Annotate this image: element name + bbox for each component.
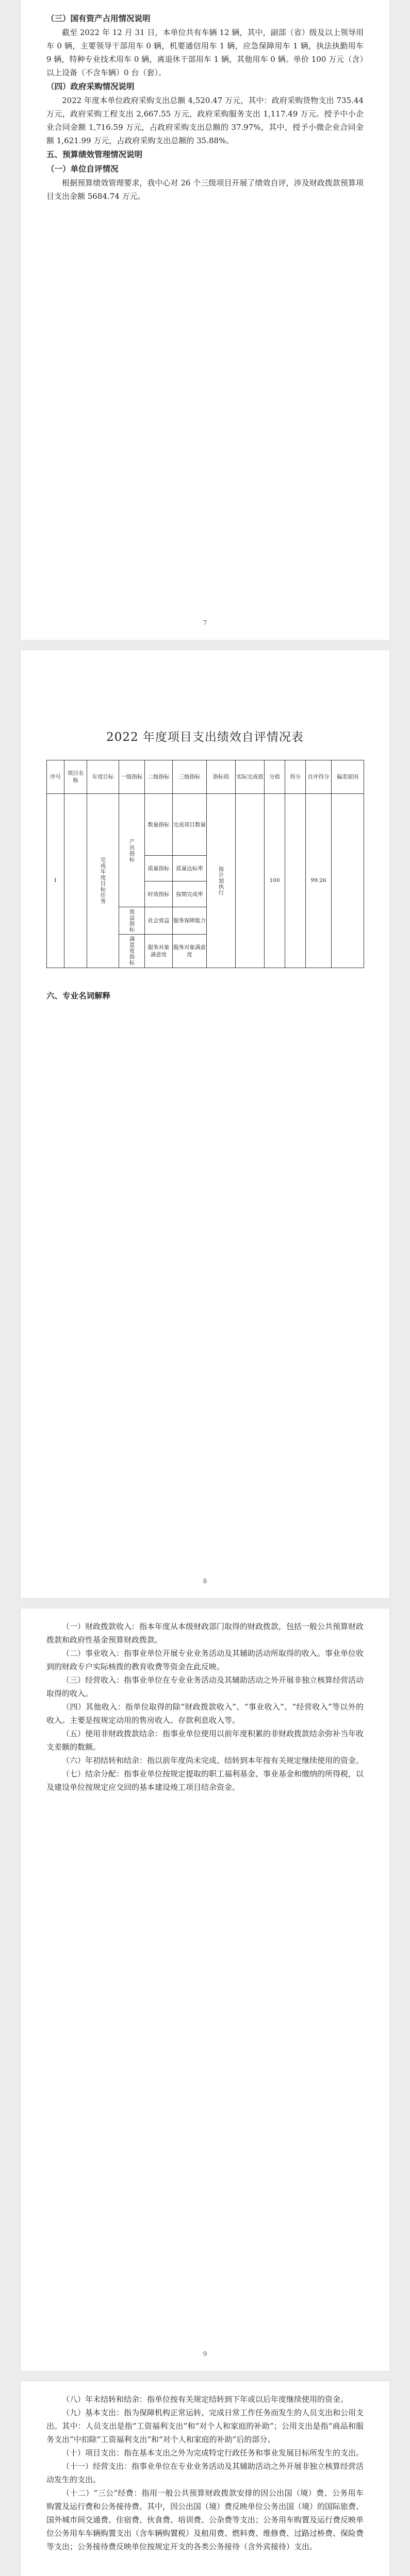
document-page-1: [21, 0, 389, 640]
header-cell: 实际完成值: [236, 760, 265, 794]
section-heading-assets: （三）国有资产占用情况说明: [46, 13, 151, 23]
row-index: 1: [47, 794, 64, 968]
level1-indicator: 效益指标: [119, 907, 145, 935]
header-cell: 自评得分: [306, 760, 332, 794]
table-row: [47, 794, 364, 856]
project-name-cell: [64, 794, 87, 968]
header-cell: 偏差原因: [332, 760, 364, 794]
document-page-3: [21, 1608, 389, 2371]
level3-indicator: 完成项目数量: [173, 794, 207, 856]
deviation-reason-cell: [332, 794, 364, 968]
level2-indicator: 质量指标: [145, 856, 173, 882]
level3-indicator: 按期完成率: [173, 882, 207, 907]
header-cell: 二级指标: [145, 760, 173, 794]
header-cell: 一级指标: [119, 760, 145, 794]
glossary-paragraph: （十一）经营支出：指事业单位在专业业务活动及其辅助活动之外开展非独立核算经营活动发生的支出。: [46, 2462, 364, 2484]
score-cell: [285, 794, 306, 968]
document-page-4: [21, 2381, 389, 2576]
glossary-paragraph: （四）其他收入：指单位取得的除“财政拨款收入”、“事业收入”、“经营收入”等以外的收入。主要是按规定动用的售房收入、存款利息收入等。: [46, 1702, 364, 1725]
glossary-paragraph: （十）项目支出：指在基本支出之外为完成特定行政任务和事业发展目标所发生的支出。: [62, 2448, 364, 2458]
target-value-cell: 按计划执行: [207, 794, 236, 968]
page-content: [21, 1608, 389, 1794]
level1-indicator: 产出指标: [119, 794, 145, 907]
document-page-2: [21, 650, 389, 1598]
annual-goal-cell: 完成年度目标任务: [87, 794, 119, 968]
weight-cell: 100: [265, 794, 285, 968]
level3-indicator: 服务对象满意度: [173, 935, 207, 968]
glossary-paragraph: （八）年末结转和结余：指单位按有关规定结转到下年或以后年度继续使用的资金。: [62, 2395, 349, 2404]
glossary-paragraph: （九）基本支出：指为保障机构正常运转、完成日常工作任务而发生的人员支出和公用支出。其中：人员支出是指“工资福利支出”和“对个人和家庭的补助”；公用支出是指“商品和服务支出”中扣除“工资福利支出”和“对个人和家庭的补助”后的部分。: [46, 2408, 364, 2444]
header-cell: 年度目标: [87, 760, 119, 794]
page-number: 7: [203, 619, 207, 626]
page-content: [21, 0, 389, 203]
glossary-paragraph: （十二）“三公”经费：指用一般公共预算财政拨款安排的因公出国（境）费、公务用车购置及运行费和公务接待费。其中，因公出国（境）费反映单位公务出国（境）的国际旅费、国外城市间交通费、住宿费、伙食费、培训费、公杂费等支出；公务用车购置及运行费反映单位公务用车车辆购置支出（含车辆购置税）及租用费、燃料费、维修费、过路过桥费、保险费等支出；公务接待费反映单位按规定开支的各类公务接待（含外宾接待）支出。: [46, 2488, 364, 2551]
glossary-paragraph: （七）结余分配：指事业单位按规定提取的职工福利基金、事业基金和缴纳的所得税，以及建设单位按规定应交回的基本建设竣工项目结余资金。: [46, 1769, 364, 1792]
subsection-heading-self-eval: （一）单位自评情况: [46, 164, 119, 174]
header-cell: 指标值: [207, 760, 236, 794]
header-cell: 分值: [265, 760, 285, 794]
glossary-paragraph: （三）经营收入：指事业单位在专业业务活动及其辅助活动之外开展非独立核算经营活动取得的收入。: [46, 1675, 364, 1698]
table-title: 2022 年度项目支出绩效自评情况表: [106, 731, 304, 744]
self-score-cell: 99.26: [306, 794, 332, 968]
section-heading-glossary: 六、专业名词解释: [46, 990, 111, 1001]
level3-indicator: 服务保障能力: [173, 907, 207, 935]
level2-indicator: 数量指标: [145, 794, 173, 856]
header-cell: 项目名称: [64, 760, 87, 794]
actual-value-cell: [236, 794, 265, 968]
level2-indicator: 时效指标: [145, 882, 173, 907]
glossary-paragraph: （一）财政拨款收入：指本年度从本级财政部门取得的财政拨款，包括一般公共预算财政拨款和政府性基金预算财政拨款。: [46, 1622, 364, 1645]
level2-indicator: 社会效益: [145, 907, 173, 935]
glossary-paragraph: （二）事业收入：指事业单位开展专业业务活动及其辅助活动所取得的收入。事业单位收到的财政专户实际核拨的教育收费等资金在此反映。: [46, 1649, 364, 1671]
performance-table: [46, 760, 364, 968]
self-eval-paragraph: 根据预算绩效管理要求，我中心对 26 个三级项目开展了绩效自评，涉及财政拨款预算项目支出金额 5684.74 万元。: [46, 178, 364, 201]
table-header-row: [47, 760, 364, 794]
level1-indicator: 满意度指标: [119, 935, 145, 968]
page-content: [21, 2381, 389, 2553]
page-number: 8: [203, 1578, 207, 1585]
section-heading-procurement: （四）政府采购情况说明: [46, 81, 135, 91]
level2-indicator: 服务对象满意度: [145, 935, 173, 968]
header-cell: 序号: [47, 760, 64, 794]
glossary-paragraph: （六）年初结转和结余：指以前年度尚未完成、结转到本年按有关规定继续使用的资金。: [62, 1756, 364, 1765]
assets-paragraph: 截至 2022 年 12 月 31 日，本单位共有车辆 12 辆，其中，副部（省）级及以上领导用车 0 辆，主要领导干部用车 0 辆，机要通信用车 1 辆，应急保障用车 1 辆，执法执勤用车 9 辆，特种专业技术用车 0 辆，离退休干部用车 1 辆，其他用车 0 辆。单价 100 万元（含）以上设备（不含车辆）0 台（套）。: [46, 28, 364, 77]
header-cell: 三级指标: [173, 760, 207, 794]
section-heading-performance: 五、预算绩效管理情况说明: [46, 149, 143, 159]
header-cell: 得分: [285, 760, 306, 794]
page-number: 9: [203, 2350, 207, 2358]
level3-indicator: 质量达标率: [173, 856, 207, 882]
procurement-paragraph: 2022 年度本单位政府采购支出总额 4,520.47 万元，其中：政府采购货物支出 735.44 万元，政府采购工程支出 2,667.55 万元，政府采购服务支出 1,117.49 万元。授予中小企业合同金额 1,716.59 万元，占政府采购支出总额的 37.97%，其中，授予小微企业合同金额 1,621.99 万元，占政府采购支出总额的 35.88%。: [46, 96, 364, 145]
glossary-paragraph: （五）使用非财政拨款结余：指事业单位使用以前年度积累的非财政拨款结余弥补当年收支差额的数额。: [46, 1729, 364, 1752]
